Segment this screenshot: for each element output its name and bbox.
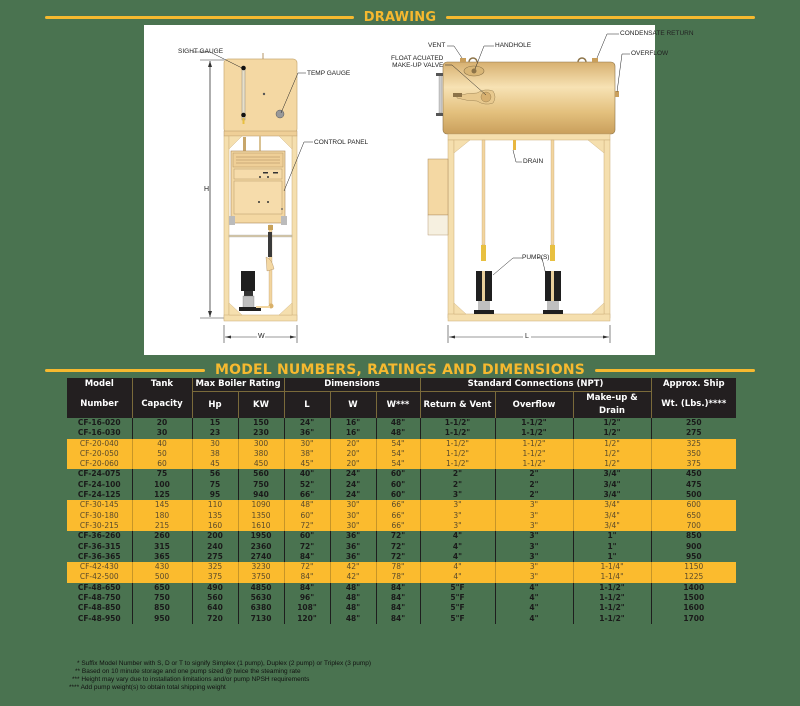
cell-height: 66": [376, 521, 420, 531]
header-rule-right: [595, 369, 755, 372]
cell-ship-weight: 1600: [651, 603, 736, 613]
cell-return-vent: 4": [420, 572, 495, 582]
cell-hp: 375: [192, 572, 238, 582]
cell-makeup-drain: 1/2": [573, 439, 651, 449]
cell-length: 24": [284, 418, 330, 428]
cell-kw: 5630: [238, 593, 284, 603]
table-row: [67, 552, 736, 562]
cell-width: 48": [330, 603, 376, 613]
drawing-title: DRAWING: [363, 9, 437, 25]
cell-height: 72": [376, 552, 420, 562]
cell-length: 36": [284, 428, 330, 438]
cell-width: 36": [330, 531, 376, 541]
cell-ship-weight: 450: [651, 469, 736, 479]
cell-ship-weight: 1150: [651, 562, 736, 572]
table-row: [67, 469, 736, 479]
th-standard-connections: Standard Connections (NPT): [420, 378, 651, 392]
th-tank: Tank: [132, 378, 192, 392]
cell-hp: 38: [192, 449, 238, 459]
table-header-row-2: [67, 392, 736, 419]
table-header-row-1: [67, 378, 736, 392]
cell-kw: 450: [238, 459, 284, 469]
cell-return-vent: 4": [420, 531, 495, 541]
cell-return-vent: 1-1/2": [420, 439, 495, 449]
cell-kw: 940: [238, 490, 284, 500]
cell-return-vent: 2": [420, 480, 495, 490]
cell-tank-capacity: 750: [132, 593, 192, 603]
vent-label: VENT: [428, 42, 446, 49]
cell-overflow: 3": [495, 531, 573, 541]
table-row: [67, 542, 736, 552]
cell-ship-weight: 1225: [651, 572, 736, 582]
cell-width: 30": [330, 511, 376, 521]
cell-length: 120": [284, 614, 330, 624]
cell-width: 36": [330, 542, 376, 552]
cell-overflow: 2": [495, 480, 573, 490]
cell-ship-weight: 475: [651, 480, 736, 490]
cell-height: 66": [376, 500, 420, 510]
cell-tank-capacity: 40: [132, 439, 192, 449]
cell-makeup-drain: 1-1/4": [573, 572, 651, 582]
cell-kw: 560: [238, 469, 284, 479]
cell-tank-capacity: 30: [132, 428, 192, 438]
cell-width: 20": [330, 449, 376, 459]
cell-width: 48": [330, 583, 376, 593]
cell-width: 20": [330, 459, 376, 469]
cell-length: 38": [284, 449, 330, 459]
cell-hp: 95: [192, 490, 238, 500]
cell-length: 66": [284, 490, 330, 500]
cell-model-number: CF-36-365: [77, 551, 121, 561]
cell-overflow: 4": [495, 593, 573, 603]
cell-ship-weight: 250: [651, 418, 736, 428]
cell-return-vent: 1-1/2": [420, 418, 495, 428]
cell-kw: 230: [238, 428, 284, 438]
cell-overflow: 4": [495, 603, 573, 613]
cell-ship-weight: 900: [651, 542, 736, 552]
cell-kw: 1350: [238, 511, 284, 521]
cell-model-number: CF-36-315: [77, 541, 121, 551]
length-dimension-label: L: [525, 333, 529, 340]
cell-hp: 110: [192, 500, 238, 510]
front-view: [192, 52, 313, 343]
footnote-1: * Suffix Model Number with S, D or T to signify Simplex (1 pump), Duplex (2 pump) or Triplex (3 pump): [77, 660, 372, 667]
cell-ship-weight: 850: [651, 531, 736, 541]
cell-tank-capacity: 650: [132, 583, 192, 593]
cell-model-number: CF-48-650: [77, 582, 121, 592]
cell-hp: 490: [192, 583, 238, 593]
header-rule-right: [446, 16, 755, 19]
cell-kw: 3230: [238, 562, 284, 572]
sight-gauge-label: SIGHT GAUGE: [178, 48, 224, 55]
cell-hp: 200: [192, 531, 238, 541]
cell-makeup-drain: 3/4": [573, 500, 651, 510]
cell-kw: 3750: [238, 572, 284, 582]
cell-makeup-drain: 1-1/2": [573, 593, 651, 603]
cell-return-vent: 1-1/2": [420, 449, 495, 459]
cell-ship-weight: 650: [651, 511, 736, 521]
table-row: [67, 583, 736, 593]
cell-kw: 2740: [238, 552, 284, 562]
cell-width: 16": [330, 418, 376, 428]
cell-makeup-drain: 1/2": [573, 428, 651, 438]
th-width: W: [330, 392, 376, 419]
cell-kw: 380: [238, 449, 284, 459]
cell-tank-capacity: 365: [132, 552, 192, 562]
table-row: [67, 480, 736, 490]
height-dimension-label: H: [204, 186, 210, 193]
float-valve-label: FLOAT ACUATED MAKE-UP VALVE: [391, 55, 444, 70]
cell-return-vent: 1-1/2": [420, 459, 495, 469]
cell-overflow: 3": [495, 562, 573, 572]
cell-ship-weight: 275: [651, 428, 736, 438]
cell-makeup-drain: 1/2": [573, 459, 651, 469]
table-row: [67, 459, 736, 469]
cell-length: 96": [284, 593, 330, 603]
cell-return-vent: 3": [420, 521, 495, 531]
table-row: [67, 521, 736, 531]
th-ship-weight-lbs: Wt. (Lbs.)****: [651, 392, 736, 419]
header-rule-left: [45, 16, 354, 19]
th-return-vent: Return & Vent: [420, 392, 495, 419]
cell-hp: 720: [192, 614, 238, 624]
cell-model-number: CF-30-215: [67, 521, 132, 531]
cell-makeup-drain: 1": [573, 531, 651, 541]
cell-model-number: CF-20-040: [67, 439, 132, 449]
cell-width: 16": [330, 428, 376, 438]
cell-height: 84": [376, 583, 420, 593]
cell-ship-weight: 600: [651, 500, 736, 510]
cell-tank-capacity: 500: [132, 572, 192, 582]
footnote-4: **** Add pump weight(s) to obtain total shipping weight: [69, 684, 226, 691]
cell-overflow: 1-1/2": [495, 428, 573, 438]
cell-height: 78": [376, 572, 420, 582]
table-section-header: [45, 361, 755, 379]
th-dimensions: Dimensions: [284, 378, 420, 392]
cell-return-vent: 3": [420, 490, 495, 500]
cell-return-vent: 5"F: [420, 603, 495, 613]
cell-tank-capacity: 850: [132, 603, 192, 613]
cell-height: 78": [376, 562, 420, 572]
cell-ship-weight: 375: [651, 459, 736, 469]
table-row: [67, 490, 736, 500]
cell-ship-weight: 350: [651, 449, 736, 459]
cell-overflow: 3": [495, 500, 573, 510]
condensate-return-label: CONDENSATE RETURN: [620, 30, 694, 37]
table-row: [67, 614, 736, 624]
cell-length: 84": [284, 552, 330, 562]
table-body: [67, 418, 736, 624]
cell-ship-weight: 700: [651, 521, 736, 531]
equipment-drawing: [144, 25, 655, 355]
cell-makeup-drain: 1-1/2": [573, 583, 651, 593]
cell-overflow: 1-1/2": [495, 439, 573, 449]
cell-return-vent: 3": [420, 511, 495, 521]
cell-height: 60": [376, 480, 420, 490]
cell-kw: 1950: [238, 531, 284, 541]
cell-return-vent: 4": [420, 552, 495, 562]
cell-makeup-drain: 1-1/4": [573, 562, 651, 572]
cell-overflow: 1-1/2": [495, 449, 573, 459]
cell-kw: 750: [238, 480, 284, 490]
cell-model-number: CF-24-125: [77, 490, 121, 500]
cell-model-number: CF-36-260: [77, 531, 121, 541]
cell-kw: 150: [238, 418, 284, 428]
cell-makeup-drain: 1-1/2": [573, 614, 651, 624]
cell-length: 72": [284, 542, 330, 552]
overflow-label: OVERFLOW: [631, 50, 669, 57]
cell-makeup-drain: 1/2": [573, 449, 651, 459]
cell-height: 54": [376, 439, 420, 449]
cell-height: 84": [376, 593, 420, 603]
cell-kw: 7130: [238, 614, 284, 624]
cell-return-vent: 1-1/2": [420, 428, 495, 438]
cell-overflow: 1-1/2": [495, 418, 573, 428]
cell-kw: 2360: [238, 542, 284, 552]
drawing-section-header: [45, 8, 755, 26]
cell-return-vent: 5"F: [420, 583, 495, 593]
cell-length: 48": [284, 500, 330, 510]
cell-makeup-drain: 3/4": [573, 480, 651, 490]
table-row: [67, 511, 736, 521]
footnotes: [67, 660, 371, 692]
table-row: [67, 500, 736, 510]
cell-height: 48": [376, 418, 420, 428]
cell-tank-capacity: 50: [132, 449, 192, 459]
cell-hp: 56: [192, 469, 238, 479]
cell-width: 30": [330, 521, 376, 531]
cell-overflow: 4": [495, 583, 573, 593]
th-tank-capacity: Capacity: [132, 392, 192, 419]
cell-width: 48": [330, 614, 376, 624]
footnote-2: ** Based on 10 minute storage and one pump sized @ twice the steaming rate: [75, 668, 301, 675]
table-row: [67, 603, 736, 613]
th-model: Model: [67, 378, 132, 392]
cell-width: 30": [330, 500, 376, 510]
table-row: [67, 562, 736, 572]
cell-tank-capacity: 125: [132, 490, 192, 500]
cell-hp: 23: [192, 428, 238, 438]
cell-hp: 15: [192, 418, 238, 428]
cell-kw: 300: [238, 439, 284, 449]
cell-overflow: 1-1/2": [495, 459, 573, 469]
cell-return-vent: 4": [420, 562, 495, 572]
cell-return-vent: 3": [420, 500, 495, 510]
cell-height: 84": [376, 614, 420, 624]
cell-length: 72": [284, 521, 330, 531]
table-row: [67, 449, 736, 459]
cell-tank-capacity: 215: [132, 521, 192, 531]
cell-ship-weight: 1400: [651, 583, 736, 593]
cell-model-number: CF-16-020: [77, 418, 121, 427]
th-model-number: Number: [67, 392, 132, 419]
cell-height: 60": [376, 490, 420, 500]
width-dimension-label: W: [258, 333, 265, 340]
drawing-panel: [144, 25, 694, 355]
cell-ship-weight: 1700: [651, 614, 736, 624]
cell-width: 24": [330, 480, 376, 490]
temp-gauge-label: TEMP GAUGE: [307, 70, 351, 77]
model-specifications-table: [67, 378, 736, 624]
cell-tank-capacity: 430: [132, 562, 192, 572]
pumps-label: PUMP(S): [522, 254, 550, 261]
drain-label: DRAIN: [523, 158, 544, 165]
table-row: [67, 428, 736, 438]
cell-model-number: CF-48-850: [77, 603, 121, 613]
th-length: L: [284, 392, 330, 419]
cell-tank-capacity: 100: [132, 480, 192, 490]
cell-tank-capacity: 315: [132, 542, 192, 552]
cell-height: 72": [376, 531, 420, 541]
cell-model-number: CF-42-500: [67, 572, 132, 582]
cell-hp: 135: [192, 511, 238, 521]
cell-hp: 325: [192, 562, 238, 572]
th-kw: KW: [238, 392, 284, 419]
cell-overflow: 3": [495, 521, 573, 531]
cell-hp: 560: [192, 593, 238, 603]
cell-length: 72": [284, 562, 330, 572]
cell-tank-capacity: 20: [132, 418, 192, 428]
cell-model-number: CF-20-060: [67, 459, 132, 469]
cell-width: 24": [330, 469, 376, 479]
cell-ship-weight: 325: [651, 439, 736, 449]
cell-length: 45": [284, 459, 330, 469]
table-row: [67, 418, 736, 428]
side-view: [428, 34, 630, 343]
cell-hp: 640: [192, 603, 238, 613]
cell-width: 42": [330, 572, 376, 582]
cell-model-number: CF-24-100: [77, 479, 121, 489]
table-row: [67, 572, 736, 582]
cell-return-vent: 2": [420, 469, 495, 479]
th-max-boiler-rating: Max Boiler Rating: [192, 378, 284, 392]
cell-hp: 45: [192, 459, 238, 469]
cell-length: 52": [284, 480, 330, 490]
table-row: [67, 439, 736, 449]
cell-model-number: CF-48-950: [77, 613, 121, 623]
cell-overflow: 3": [495, 572, 573, 582]
cell-tank-capacity: 75: [132, 469, 192, 479]
table-title: MODEL NUMBERS, RATINGS AND DIMENSIONS: [214, 362, 586, 378]
cell-return-vent: 4": [420, 542, 495, 552]
cell-kw: 6380: [238, 603, 284, 613]
cell-height: 72": [376, 542, 420, 552]
cell-height: 54": [376, 459, 420, 469]
cell-kw: 1610: [238, 521, 284, 531]
cell-model-number: CF-48-750: [77, 593, 121, 603]
cell-makeup-drain: 1-1/2": [573, 603, 651, 613]
cell-length: 108": [284, 603, 330, 613]
th-makeup-drain: Make-up & Drain: [573, 392, 651, 419]
cell-width: 48": [330, 593, 376, 603]
cell-length: 30": [284, 439, 330, 449]
cell-height: 48": [376, 428, 420, 438]
cell-overflow: 2": [495, 469, 573, 479]
footnote-3: *** Height may vary due to installation limitations and/or pump NPSH requirements: [72, 676, 310, 683]
cell-overflow: 3": [495, 511, 573, 521]
cell-makeup-drain: 1/2": [573, 418, 651, 428]
cell-kw: 1090: [238, 500, 284, 510]
cell-tank-capacity: 60: [132, 459, 192, 469]
cell-return-vent: 5"F: [420, 614, 495, 624]
cell-kw: 4850: [238, 583, 284, 593]
cell-makeup-drain: 1": [573, 552, 651, 562]
cell-length: 40": [284, 469, 330, 479]
cell-hp: 75: [192, 480, 238, 490]
cell-ship-weight: 950: [651, 552, 736, 562]
cell-makeup-drain: 3/4": [573, 490, 651, 500]
cell-hp: 275: [192, 552, 238, 562]
cell-tank-capacity: 180: [132, 511, 192, 521]
cell-width: 20": [330, 439, 376, 449]
cell-model-number: CF-30-145: [67, 500, 132, 510]
th-height: W***: [376, 392, 420, 419]
cell-tank-capacity: 145: [132, 500, 192, 510]
cell-makeup-drain: 3/4": [573, 511, 651, 521]
cell-ship-weight: 500: [651, 490, 736, 500]
th-hp: Hp: [192, 392, 238, 419]
cell-height: 60": [376, 469, 420, 479]
cell-model-number: CF-42-430: [67, 562, 132, 572]
cell-width: 36": [330, 552, 376, 562]
cell-length: 84": [284, 583, 330, 593]
cell-hp: 30: [192, 439, 238, 449]
cell-overflow: 4": [495, 614, 573, 624]
table-row: [67, 531, 736, 541]
cell-model-number: CF-20-050: [67, 449, 132, 459]
cell-height: 66": [376, 511, 420, 521]
header-rule-left: [45, 369, 205, 372]
th-ship-weight: Approx. Ship: [651, 378, 736, 392]
cell-length: 84": [284, 572, 330, 582]
cell-width: 42": [330, 562, 376, 572]
cell-length: 60": [284, 511, 330, 521]
cell-width: 24": [330, 490, 376, 500]
control-panel-label: CONTROL PANEL: [314, 139, 369, 146]
cell-makeup-drain: 3/4": [573, 469, 651, 479]
cell-model-number: CF-16-030: [77, 428, 121, 438]
cell-makeup-drain: 1": [573, 542, 651, 552]
cell-height: 54": [376, 449, 420, 459]
cell-tank-capacity: 260: [132, 531, 192, 541]
cell-overflow: 3": [495, 542, 573, 552]
cell-overflow: 2": [495, 490, 573, 500]
cell-model-number: CF-30-180: [67, 511, 132, 521]
cell-length: 60": [284, 531, 330, 541]
handhole-label: HANDHOLE: [495, 42, 532, 49]
cell-model-number: CF-24-075: [77, 469, 121, 479]
cell-hp: 160: [192, 521, 238, 531]
cell-ship-weight: 1500: [651, 593, 736, 603]
cell-return-vent: 5"F: [420, 593, 495, 603]
cell-makeup-drain: 3/4": [573, 521, 651, 531]
th-overflow: Overflow: [495, 392, 573, 419]
cell-height: 84": [376, 603, 420, 613]
cell-tank-capacity: 950: [132, 614, 192, 624]
cell-hp: 240: [192, 542, 238, 552]
cell-overflow: 3": [495, 552, 573, 562]
table-row: [67, 593, 736, 603]
